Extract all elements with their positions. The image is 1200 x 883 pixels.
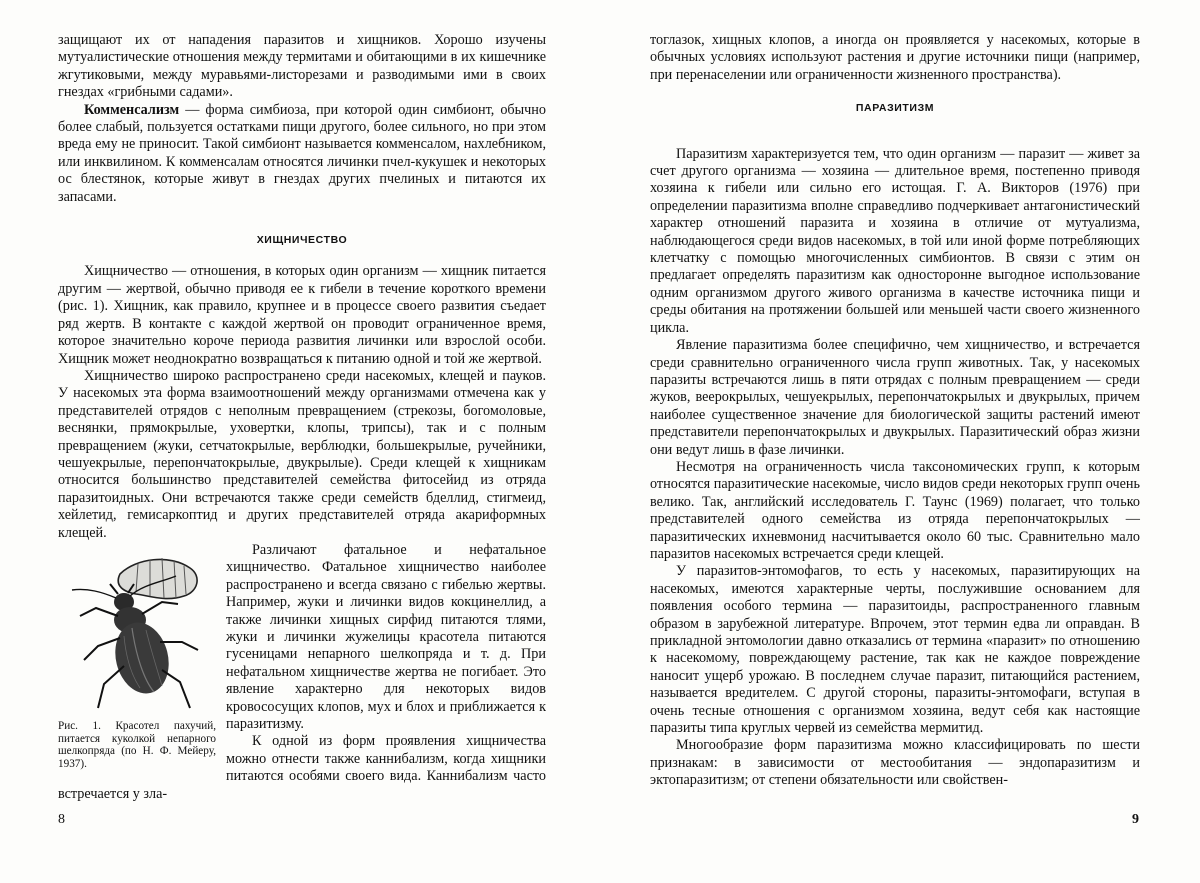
paragraph-parasitism-classification: Многообразие форм паразитизма можно классифицировать по шести признакам: в зависимости от местообитания — эндопаразитизм и эктопаразитизм; от степени обязательности или свойствен-: [650, 737, 1140, 789]
paragraph-cannibalism-end: тоглазок, хищных клопов, а иногда он проявляется у насекомых, которые в обычных условиях используют растения и другие источники пищи (например, при перенаселении или ограниченности жизненного пространства).: [650, 32, 1140, 83]
paragraph-cannibalism: К одной из форм проявления хищничества можно отнести также каннибализм, когда хищники питаются особями своего вида. Каннибализм часто встречается у зла-: [58, 733, 546, 802]
paragraph-predation-definition: Хищничество — отношения, в которых один организм — хищник питается другим — жертвой, обычно приводя ее к гибели в течение короткого времени (рис. 1). Хищник, как правило, крупнее и в процессе своего развития съедает ряд жертв. В контакте с каждой жертвой он проводит ограниченное время, которое значительно короче периода развития личинки или взрослой особи. Хищник может неоднократно возвращаться к питанию одной и той же жертвой.: [58, 263, 546, 367]
figure-caption: Рис. 1. Красотел пахучий, питается куколкой непарного шелкопряда (по Н. Ф. Мейеру, 1937).: [58, 719, 216, 770]
page-number-right: 9: [1132, 812, 1139, 827]
paragraph-parasitism-definition: Паразитизм характеризуется тем, что один организм — паразит — живет за счет другого организма — хозяина — длительное время, постепенно приводя хозяина к гибели или сильно его истощая. Г. А. Викторов (1976) при определении паразитизма вполне справедливо подчеркивает антагонистический характер отношений паразита и хозяина в отличие от мутуализма, наблюдающегося среди видов насекомых, в той или иной форме потребляющих клетчатку с помощью многочисленных симбионтов. В связи с этим он предлагает определять паразитизм как односторонне выгодное использование одним организмом другого живого организма в качестве источника пищи и среды обитания на протяжении большей или меньшей части своего жизненного цикла.: [650, 145, 1140, 336]
paragraph-mutualism-end: защищают их от нападения паразитов и хищников. Хорошо изучены мутуалистические отношения между термитами и обитающими в их кишечнике жгутиковыми, между муравьями-листорезами и разводимыми ими в своих гнездах «грибными садами».: [58, 32, 546, 101]
right-page: [650, 32, 1140, 790]
beetle-illustration: [58, 546, 216, 716]
commensalism-text: — форма симбиоза, при которой один симбионт, обычно более слабый, пользуется остатками пищи другого, более сильного, но при этом вреда ему не приносит. Такой симбионт называется комменсалом, нахлебником, или инквилином. К комменсалам относятся личинки пчел-кукушек и некоторых ос блестянок, которые живут в гнездах других пчелиных и питаются их запасами.: [58, 101, 546, 205]
heading-predation: ХИЩНИЧЕСТВО: [256, 234, 348, 247]
page-number-left: 8: [58, 812, 65, 827]
figure-block: [58, 542, 546, 803]
paragraph-parasitism-specificity: Явление паразитизма более специфично, чем хищничество, и встречается среди сравнительно ограниченного числа групп животных. Так, у насекомых паразиты встречаются лишь в пяти отрядах с полным превращением — среди жуков, веерокрылых, чешуекрылых, перепончатокрылых и двукрылых, причем наиболее существенное значение для биологической защиты растений имеют представители перепончатокрылых и двукрылых. Паразитический образ жизни они ведут лишь в фазе личинки.: [650, 337, 1140, 458]
paragraph-predation-spread: Хищничество широко распространено среди насекомых, клещей и пауков. У насекомых эта форма взаимоотношений между организмами отмечена как у представителей отрядов с неполным превращением (стрекозы, богомоловые, веснянки, прямокрылые, уховертки, клопы, трипсы), так и с полным превращением (жуки, сетчатокрылые, верблюдки, большекрылые, ручейники, чешуекрылые, перепончатокрылые, двукрылые). Среди клещей к хищникам относится большинство представителей семейства фитосейид из отряда паразитоидных. Они встречаются также среди семейств бделлид, стигмеид, хейлетид, гемисаркоптид и других представителей отряда акариформных клещей.: [58, 367, 546, 541]
paragraph-parasitoids: У паразитов-энтомофагов, то есть у насекомых, паразитирующих на насекомых, имеются характерные черты, послужившие основанием для появления особого термина — паразитоиды, распространенного главным образом в зарубежной литературе. Впрочем, этот термин едва ли оправдан. В прикладной энтомологии давно отказались от термина «паразит» по отношению к насекомому, повреждающему растение, так как не каждое повреждение наносит ущерб урожаю. В последнем случае паразит, питающийся растением, называется вредителем. С другой стороны, паразиты-энтомофаги, вступая в очень тесные отношения с организмом хозяина, ведут себя как настоящие паразиты типа круглых червей из семейства мермитид.: [650, 563, 1140, 737]
figure-1: [58, 546, 216, 770]
left-page: [58, 32, 546, 803]
paragraph-fatal-predation: Различают фатальное и нефатальное хищничество. Фатальное хищничество наиболее распространено и всегда связано с гибелью жертвы. Например, жуки и личинки видов кокцинеллид, а также личинки хищных сирфид питаются тлями, жуки и личинки жужелицы красотела питаются гусеницами непарного шелкопряда и т. д. При нефатальном хищничестве жертва не погибает. Это явление характерно для некоторых видов кровососущих клопов, мух и блох и приближается к паразитизму.: [226, 541, 546, 733]
heading-parasitism: ПАРАЗИТИЗМ: [855, 102, 935, 115]
paragraph-commensalism: [58, 102, 546, 206]
paragraph-parasitism-taxa: Несмотря на ограниченность числа таксономических групп, к которым относятся паразитические насекомые, число видов среди некоторых групп очень велико. Так, английский исследователь Г. Таунс (1969) полагает, что только представителей одного семейства из отряда перепончатокрылых — паразитических ихневмонид насчитывается около 60 тыс. Сравнительно мало паразитов насекомых встречается среди клещей.: [650, 458, 1140, 562]
term-commensalism: Комменсализм: [84, 101, 180, 118]
